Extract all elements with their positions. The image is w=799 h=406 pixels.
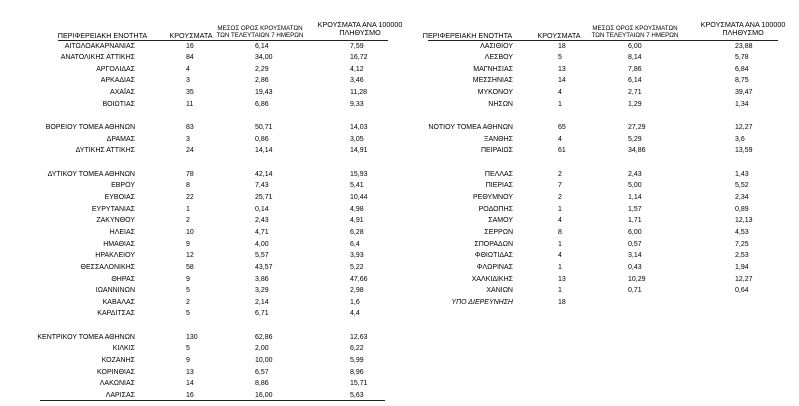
right-cases-value: 7 [558, 182, 562, 190]
left-per100k-value: 14,03 [350, 124, 368, 132]
right-region-name: ΣΑΜΟΥ [488, 217, 513, 225]
right-avg-value: 5,29 [628, 135, 642, 143]
left-avg-value: 0,14 [255, 205, 269, 213]
right-cases-value: 13 [558, 65, 566, 73]
left-region-name: ΔΡΑΜΑΣ [106, 135, 135, 143]
right-avg-value: 1,29 [628, 100, 642, 108]
left-region-name: ΘΗΡΑΣ [111, 275, 135, 283]
right-per100k-value: 6,84 [735, 65, 749, 73]
right-region-name: ΠΕΙΡΑΙΩΣ [481, 147, 513, 155]
right-header-region: ΠΕΡΙΦΕΡΕΙΑΚΗ ΕΝΟΤΗΤΑ [422, 31, 513, 40]
right-region-name: ΥΠΟ ΔΙΕΡΕΥΝΗΣΗ [451, 298, 513, 306]
left-per100k-value: 6,22 [350, 345, 364, 353]
left-region-name: ΘΕΣΣΑΛΟΝΙΚΗΣ [80, 263, 135, 271]
right-region-name: ΡΕΘΥΜΝΟΥ [472, 193, 513, 201]
right-avg-value: 10,29 [628, 275, 646, 283]
right-avg-value: 0,43 [628, 263, 642, 271]
left-cases-value: 8 [186, 182, 190, 190]
left-per100k-value: 4,12 [350, 65, 364, 73]
right-cases-value: 65 [558, 124, 566, 132]
right-region-name: ΛΑΣΙΘΙΟΥ [480, 42, 513, 50]
left-cases-value: 16 [186, 392, 194, 399]
right-cases-value: 1 [558, 287, 562, 295]
right-per100k-value: 23,88 [735, 42, 753, 50]
left-avg-value: 2,86 [255, 77, 269, 85]
left-region-name: ΔΥΤΙΚΗΣ ΑΤΤΙΚΗΣ [75, 147, 135, 155]
left-cases-value: 5 [186, 345, 190, 353]
left-per100k-value: 10,44 [350, 193, 368, 201]
left-avg-value: 34,00 [255, 54, 273, 62]
right-cases-value: 1 [558, 100, 562, 108]
right-per100k-value: 1,43 [735, 170, 749, 178]
right-per100k-value: 0,64 [735, 287, 749, 295]
right-cases-value: 4 [558, 135, 562, 143]
left-per100k-value: 2,98 [350, 287, 364, 295]
left-region-name: ΑΡΓΟΛΙΔΑΣ [96, 65, 135, 73]
left-per100k-value: 1,6 [350, 298, 360, 306]
left-per100k-value: 15,93 [350, 170, 368, 178]
left-cases-value: 3 [186, 77, 190, 85]
left-region-name: ΙΩΑΝΝΙΝΩΝ [95, 287, 135, 295]
left-region-name: ΖΑΚΥΝΘΟΥ [96, 217, 135, 225]
right-per100k-value: 39,47 [735, 89, 753, 97]
left-region-name: ΚΙΛΚΙΣ [112, 345, 135, 353]
left-avg-value: 2,43 [255, 217, 269, 225]
left-per100k-value: 3,93 [350, 252, 364, 260]
right-avg-value: 6,00 [628, 42, 642, 50]
left-cases-value: 78 [186, 170, 194, 178]
right-avg-value: 6,14 [628, 77, 642, 85]
left-per100k-value: 8,96 [350, 368, 364, 376]
right-avg-value: 0,71 [628, 287, 642, 295]
right-avg-value: 27,29 [628, 124, 646, 132]
left-avg-value: 6,71 [255, 310, 269, 318]
left-per100k-value: 5,63 [350, 392, 364, 399]
right-per100k-value: 1,94 [735, 263, 749, 271]
left-per100k-value: 6,28 [350, 228, 364, 236]
left-region-name: ΒΟΡΕΙΟΥ ΤΟΜΕΑ ΑΘΗΝΩΝ [45, 124, 135, 132]
right-region-name: ΛΕΣΒΟΥ [484, 54, 513, 62]
right-per100k-value: 2,53 [735, 252, 749, 260]
left-cases-value: 58 [186, 263, 194, 271]
right-header-avg-line1: ΜΕΣΟΣ ΟΡΟΣ ΚΡΟΥΣΜΑΤΩΝ [592, 25, 678, 32]
left-cases-value: 2 [186, 217, 190, 225]
right-cases-value: 2 [558, 170, 562, 178]
left-avg-value: 62,86 [255, 333, 273, 341]
right-per100k-value: 12,27 [735, 275, 753, 283]
right-per100k-value: 5,52 [735, 182, 749, 190]
right-avg-value: 1,14 [628, 193, 642, 201]
left-per100k-value: 4,91 [350, 217, 364, 225]
left-avg-value: 5,57 [255, 252, 269, 260]
left-cases-value: 16 [186, 42, 194, 50]
left-avg-value: 10,00 [255, 357, 273, 365]
left-region-name: ΗΡΑΚΛΕΙΟΥ [95, 252, 135, 260]
right-per100k-value: 8,75 [735, 77, 749, 85]
right-region-name: ΧΑΝΙΩΝ [486, 287, 513, 295]
left-cases-value: 35 [186, 89, 194, 97]
left-cases-value: 11 [186, 100, 194, 108]
right-per100k-value: 4,53 [735, 228, 749, 236]
right-avg-value: 2,43 [628, 170, 642, 178]
left-avg-value: 2,00 [255, 345, 269, 353]
right-header-per100k [688, 21, 798, 37]
left-avg-value: 0,86 [255, 135, 269, 143]
left-header-per100k [315, 21, 405, 37]
left-per100k-value: 4,98 [350, 205, 364, 213]
right-avg-value: 8,14 [628, 54, 642, 62]
right-avg-value: 34,86 [628, 147, 646, 155]
left-region-name: ΗΜΑΘΙΑΣ [103, 240, 135, 248]
left-cases-value: 4 [186, 65, 190, 73]
left-avg-value: 7,43 [255, 182, 269, 190]
left-region-name: ΚΕΝΤΡΙΚΟΥ ΤΟΜΕΑ ΑΘΗΝΩΝ [37, 333, 135, 341]
bottom-rule [40, 400, 385, 401]
right-region-name: ΝΟΤΙΟΥ ΤΟΜΕΑ ΑΘΗΝΩΝ [428, 124, 513, 132]
left-region-name: ΕΒΡΟΥ [111, 182, 135, 190]
left-cases-value: 2 [186, 298, 190, 306]
left-region-name: ΛΑΚΩΝΙΑΣ [99, 380, 135, 388]
left-cases-value: 84 [186, 54, 194, 62]
right-per100k-value: 5,78 [735, 54, 749, 62]
right-region-name: ΞΑΝΘΗΣ [483, 135, 513, 143]
right-avg-value: 6,00 [628, 228, 642, 236]
left-region-name: ΑΝΑΤΟΛΙΚΗΣ ΑΤΤΙΚΗΣ [60, 54, 135, 62]
right-header-avg-line2: ΤΩΝ ΤΕΛΕΥΤΑΙΩΝ 7 ΗΜΕΡΩΝ [591, 32, 679, 39]
left-region-name: ΚΑΒΑΛΑΣ [102, 298, 135, 306]
right-per100k-value: 1,34 [735, 100, 749, 108]
right-region-name: ΧΑΛΚΙΔΙΚΗΣ [471, 275, 513, 283]
right-region-name: ΦΘΙΩΤΙΔΑΣ [474, 252, 513, 260]
left-header-avg-line2: ΤΩΝ ΤΕΛΕΥΤΑΙΩΝ 7 ΗΜΕΡΩΝ [216, 32, 304, 39]
left-region-name: ΕΥΡΥΤΑΝΙΑΣ [91, 205, 135, 213]
left-cases-value: 22 [186, 193, 194, 201]
left-cases-value: 9 [186, 240, 190, 248]
right-per100k-value: 2,34 [735, 193, 749, 201]
right-region-name: ΦΛΩΡΙΝΑΣ [476, 263, 513, 271]
right-cases-value: 4 [558, 89, 562, 97]
right-cases-value: 1 [558, 263, 562, 271]
left-per100k-value: 4,4 [350, 310, 360, 318]
left-avg-value: 14,14 [255, 147, 273, 155]
left-region-name: ΚΟΖΑΝΗΣ [101, 357, 135, 365]
right-avg-value: 5,00 [628, 182, 642, 190]
right-cases-value: 2 [558, 193, 562, 201]
right-region-name: ΜΕΣΣΗΝΙΑΣ [472, 77, 513, 85]
right-per100k-value: 13,59 [735, 147, 753, 155]
left-cases-value: 3 [186, 135, 190, 143]
right-avg-value: 3,14 [628, 252, 642, 260]
left-per100k-value: 14,91 [350, 147, 368, 155]
left-cases-value: 10 [186, 228, 194, 236]
left-per100k-value: 12,63 [350, 333, 368, 341]
left-avg-value: 8,86 [255, 380, 269, 388]
left-per100k-value: 15,71 [350, 380, 368, 388]
right-cases-value: 1 [558, 205, 562, 213]
left-avg-value: 3,29 [255, 287, 269, 295]
left-region-name: ΑΧΑΪΑΣ [110, 89, 135, 97]
left-header-avg-line1: ΜΕΣΟΣ ΟΡΟΣ ΚΡΟΥΣΜΑΤΩΝ [217, 25, 303, 32]
left-per100k-value: 6,4 [350, 240, 360, 248]
right-per100k-value: 3,6 [735, 135, 745, 143]
left-avg-value: 42,14 [255, 170, 273, 178]
right-cases-value: 18 [558, 42, 566, 50]
left-cases-value: 5 [186, 287, 190, 295]
left-cases-value: 5 [186, 310, 190, 318]
right-cases-value: 13 [558, 275, 566, 283]
left-per100k-value: 5,99 [350, 357, 364, 365]
right-header-per100k-line2: ΠΛΗΘΥΣΜΟ [722, 28, 764, 37]
right-cases-value: 4 [558, 252, 562, 260]
right-region-name: ΝΗΣΩΝ [488, 100, 513, 108]
left-cases-value: 13 [186, 368, 194, 376]
left-cases-value: 1 [186, 205, 190, 213]
left-region-name: ΑΙΤΩΛΟΑΚΑΡΝΑΝΙΑΣ [64, 42, 135, 50]
left-avg-value: 2,29 [255, 65, 269, 73]
left-cases-value: 130 [186, 333, 198, 341]
left-cases-value: 9 [186, 275, 190, 283]
left-per100k-value: 7,59 [350, 42, 364, 50]
left-region-name: ΑΡΚΑΔΙΑΣ [100, 77, 135, 85]
left-region-name: ΒΟΙΩΤΙΑΣ [102, 100, 135, 108]
left-per100k-value: 5,22 [350, 263, 364, 271]
left-avg-value: 4,71 [255, 228, 269, 236]
right-region-name: ΜΑΓΝΗΣΙΑΣ [473, 65, 513, 73]
left-avg-value: 2,14 [255, 298, 269, 306]
right-region-name: ΠΕΛΛΑΣ [484, 170, 513, 178]
left-region-name: ΗΛΕΙΑΣ [109, 228, 135, 236]
left-region-name: ΛΑΡΙΣΑΣ [105, 392, 135, 399]
left-header-per100k-line2: ΠΛΗΘΥΣΜΟ [339, 28, 381, 37]
right-header-cases: ΚΡΟΥΣΜΑΤΑ [537, 31, 581, 40]
left-avg-value: 6,14 [255, 42, 269, 50]
left-avg-value: 25,71 [255, 193, 273, 201]
right-cases-value: 5 [558, 54, 562, 62]
right-per100k-value: 7,25 [735, 240, 749, 248]
left-per100k-value: 16,72 [350, 54, 368, 62]
left-per100k-value: 3,05 [350, 135, 364, 143]
left-per100k-value: 3,46 [350, 77, 364, 85]
right-per100k-value: 0,89 [735, 205, 749, 213]
left-avg-value: 3,86 [255, 275, 269, 283]
left-cases-value: 24 [186, 147, 194, 155]
right-per100k-value: 12,27 [735, 124, 753, 132]
left-header-cases: ΚΡΟΥΣΜΑΤΑ [169, 31, 213, 40]
left-per100k-value: 47,66 [350, 275, 368, 283]
left-region-name: ΕΥΒΟΙΑΣ [104, 193, 135, 201]
left-header-avg [210, 25, 310, 39]
right-per100k-value: 12,13 [735, 217, 753, 225]
left-region-name: ΚΑΡΔΙΤΣΑΣ [97, 310, 135, 318]
right-avg-value: 2,71 [628, 89, 642, 97]
right-cases-value: 61 [558, 147, 566, 155]
right-cases-value: 8 [558, 228, 562, 236]
left-per100k-value: 5,41 [350, 182, 364, 190]
left-header-region: ΠΕΡΙΦΕΡΕΙΑΚΗ ΕΝΟΤΗΤΑ [57, 31, 148, 40]
left-cases-value: 14 [186, 380, 194, 388]
right-region-name: ΜΥΚΟΝΟΥ [477, 89, 513, 97]
left-cases-value: 12 [186, 252, 194, 260]
left-avg-value: 19,43 [255, 89, 273, 97]
right-region-name: ΣΕΡΡΩΝ [484, 228, 513, 236]
left-header-per100k-line1: ΚΡΟΥΣΜΑΤΑ ΑΝΑ 100000 [317, 20, 403, 29]
right-region-name: ΠΙΕΡΙΑΣ [485, 182, 513, 190]
left-region-name: ΚΟΡΙΝΘΙΑΣ [97, 368, 135, 376]
right-cases-value: 14 [558, 77, 566, 85]
right-avg-value: 1,57 [628, 205, 642, 213]
right-cases-value: 18 [558, 298, 566, 306]
right-avg-value: 1,71 [628, 217, 642, 225]
left-avg-value: 4,00 [255, 240, 269, 248]
left-avg-value: 43,57 [255, 263, 273, 271]
right-header-avg [585, 25, 685, 39]
right-avg-value: 7,86 [628, 65, 642, 73]
left-per100k-value: 11,28 [350, 89, 367, 97]
right-cases-value: 4 [558, 217, 562, 225]
left-avg-value: 16,00 [255, 392, 273, 399]
right-region-name: ΣΠΟΡΑΔΩΝ [474, 240, 513, 248]
right-header-per100k-line1: ΚΡΟΥΣΜΑΤΑ ΑΝΑ 100000 [700, 20, 786, 29]
left-avg-value: 6,57 [255, 368, 269, 376]
left-per100k-value: 9,33 [350, 100, 364, 108]
left-avg-value: 50,71 [255, 124, 273, 132]
left-region-name: ΔΥΤΙΚΟΥ ΤΟΜΕΑ ΑΘΗΝΩΝ [47, 170, 135, 178]
left-avg-value: 6,86 [255, 100, 269, 108]
right-avg-value: 0,57 [628, 240, 642, 248]
left-cases-value: 83 [186, 124, 194, 132]
left-cases-value: 9 [186, 357, 190, 365]
right-cases-value: 1 [558, 240, 562, 248]
right-region-name: ΡΟΔΟΠΗΣ [478, 205, 513, 213]
